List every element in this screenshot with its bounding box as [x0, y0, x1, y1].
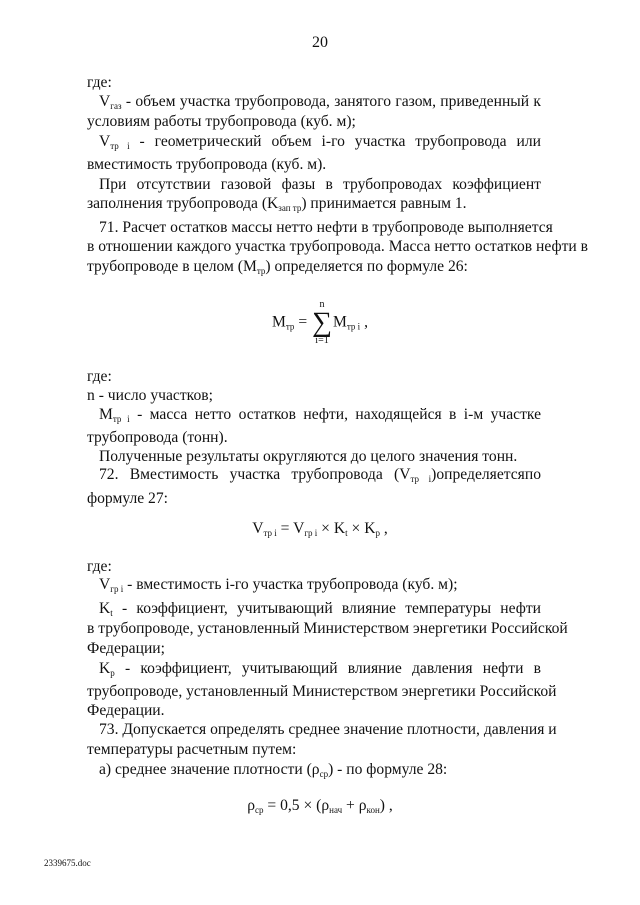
page-number: 20 — [312, 34, 328, 51]
para-73-line-2: температуры расчетным путем: — [87, 741, 297, 758]
formula-27: $V_{тр i} = V_{гр i} \times K_t \times K_p$ , — [252, 520, 388, 538]
footer-filename: 2339675.doc — [44, 858, 91, 868]
formula-26: $M_{тр}$ = n ∑ i=1 $M_{тр i}$ , — [272, 299, 368, 346]
para-73-line-1: 73. Допускается определять среднее значение плотности, давления и — [99, 721, 557, 738]
para-72-line-2: формуле 27: — [87, 490, 168, 507]
mtri-definition-line-1: $M_{тр i}$ - масса нетто остатков нефти, находящейся в i-м участке — [99, 406, 542, 424]
kt-definition-line-1: $K_t$ - коэффициент, учитывающий влияние температуры нефти — [99, 600, 542, 618]
kt-definition-line-3: Федерации; — [87, 640, 165, 657]
where-label-2: где: — [87, 368, 112, 385]
kp-definition-line-2: трубопроводе, установленный Министерством энергетики Российской — [87, 683, 557, 700]
para-71-line-2: в отношении каждого участка трубопровода. Масса нетто остатков нефти в — [87, 238, 589, 255]
para-71-line-3: трубопроводе в целом $(M_{тр})$ определяется по формуле 26: — [87, 258, 468, 276]
n-definition: n - число участков; — [87, 387, 213, 404]
para-73-item-a: а) среднее значение плотности $(\rho_{ср})$ - по формуле 28: — [99, 761, 448, 779]
rounding-note: Полученные результаты округляются до целого значения тонн. — [99, 448, 518, 465]
para-71-line-1: 71. Расчет остатков массы нетто нефти в трубопроводе выполняется — [99, 219, 553, 236]
formula-28: $\rho_{ср} = 0,5 \times (\rho_{нач} + \rho_{кон})$ , — [247, 797, 393, 815]
summation-sign: n ∑ i=1 — [312, 299, 332, 346]
vgri-definition: $V_{гр i}$ - вместимость i-го участка трубопровода (куб. м); — [99, 576, 458, 594]
para-72-line-1: 72. Вместимость участка трубопровода $(V_{тр i})определяетсяпо$ — [99, 466, 541, 484]
kp-definition-line-1: $K_p$ - коэффициент, учитывающий влияние давления нефти в — [99, 660, 541, 678]
kt-definition-line-2: в трубопроводе, установленный Министерством энергетики Российской — [87, 620, 568, 637]
where-label-1: где: — [87, 74, 112, 91]
gas-phase-line-1: При отсутствии газовой фазы в трубопроводах коэффициент — [99, 176, 541, 193]
vtr-definition-line-1: $V_{тр i}$ - геометрический объем i-го участка трубопровода или — [99, 133, 541, 151]
vgaz-definition-line-2: условиям работы трубопровода (куб. м); — [87, 113, 356, 130]
where-label-3: где: — [87, 558, 112, 575]
vgaz-definition-line-1: $V_{газ}$ - объем участка трубопровода, занятого газом, приведенный к — [99, 93, 541, 111]
vtr-definition-line-2: вместимость трубопровода (куб. м). — [87, 156, 327, 173]
mtri-definition-line-2: трубопровода (тонн). — [87, 429, 228, 446]
kp-definition-line-3: Федерации. — [87, 702, 165, 719]
gas-phase-line-2: заполнения трубопровода $(K_{зап тр})$ принимается равным 1. — [87, 195, 467, 213]
